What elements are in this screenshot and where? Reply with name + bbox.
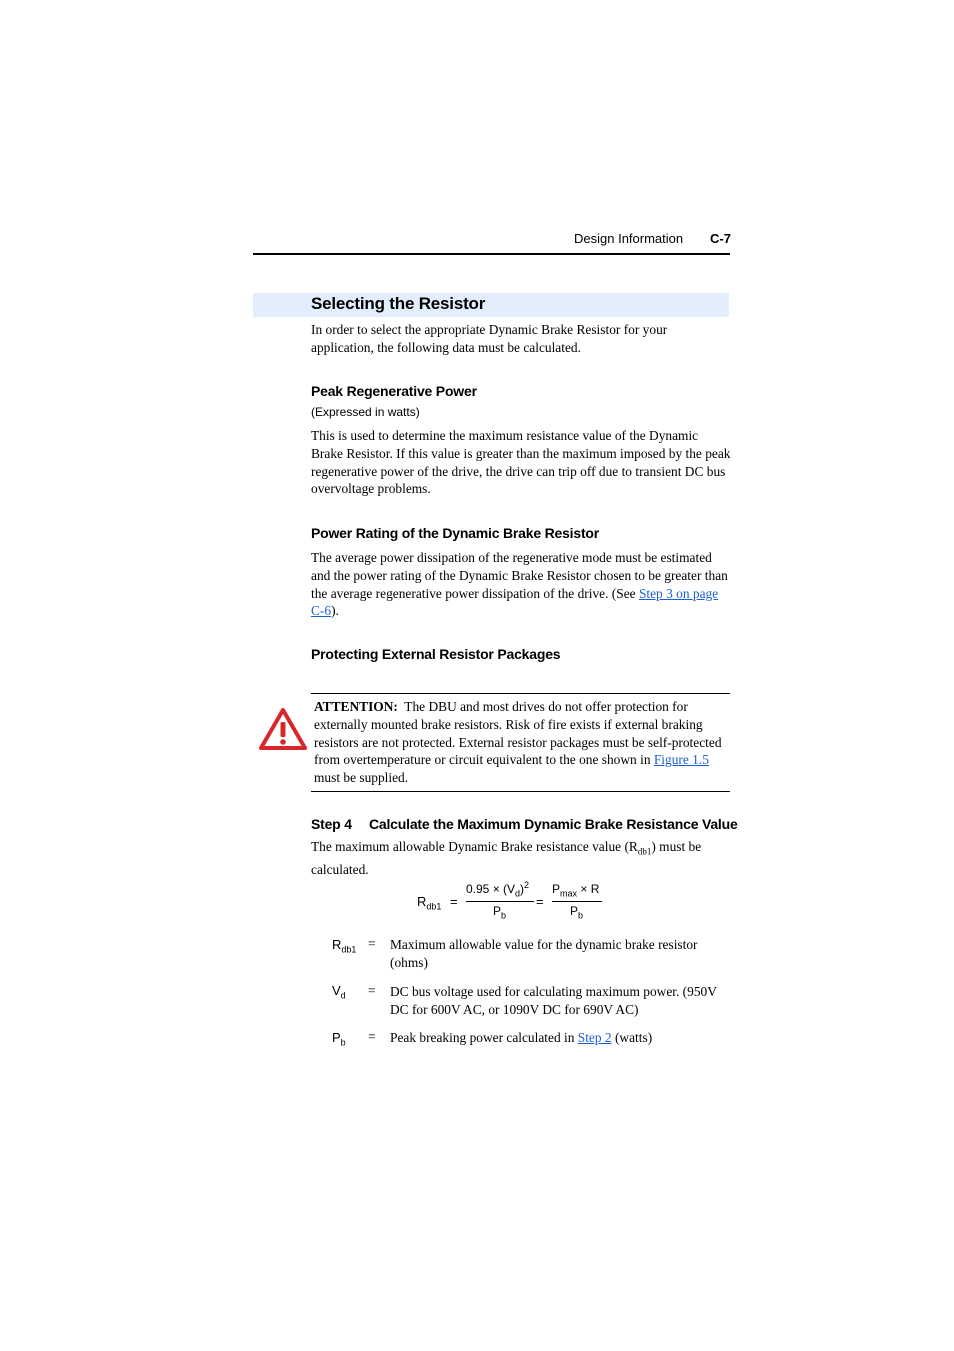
intro-paragraph: In order to select the appropriate Dynamic Brake Resistor for your application, the following data must be calculated. [311,322,668,355]
step4-title: Calculate the Maximum Dynamic Brake Resistance Value [369,816,738,832]
page-number: C-7 [710,231,731,246]
step4-label: Step 4 [311,816,352,832]
definition-symbol-rdb1: $R_{db1}$ [332,937,357,955]
header-rule [253,253,730,255]
warning-triangle-icon [258,707,308,751]
equation-equals-2: = [536,894,544,909]
attention-top-rule [311,693,730,694]
equation-denominator-1: $P_b$ [493,904,507,921]
figure-1-5-link[interactable]: Figure 1.5 [653,752,709,768]
step3-link[interactable]: Step 3 on page C-6 [311,585,719,619]
section-title: Selecting the Resistor [311,294,486,313]
definition-text-vd: DC bus voltage used for calculating maximum power. (950V DC for 600V AC, or 1090V DC for 690V AC) [390,984,717,1017]
step4-body: The maximum allowable Dynamic Brake resistance value $(R_{db1})$ must be calculated. [311,839,702,878]
definition-symbol-vd: $V_d$ [332,983,346,1001]
attention-label: ATTENTION: [314,699,398,714]
peak-power-note: (Expressed in watts) [311,405,420,419]
power-rating-body: The average power dissipation of the regenerative mode must be estimated and the power rating of the Dynamic Brake Resistor chosen to be greater than the average regenerative power dissipation of the drive. (See Step 3 on page C-6). [311,550,728,619]
equation-numerator-1: $0.95 \times (V_d)^2$ [466,880,530,899]
running-header-section: Design Information [574,231,684,246]
equation-denominator-2: $P_b$ [570,904,584,921]
definition-equals-rdb1: = [368,936,376,951]
fraction-line-1 [466,901,534,902]
fraction-line-2 [552,901,602,902]
definition-equals-pb: = [368,1029,376,1044]
definition-equals-vd: = [368,983,376,998]
attention-bottom-rule [311,791,730,792]
equation-lhs: $R_{db1}$ [417,894,442,912]
definition-symbol-pb: $P_b$ [332,1030,346,1048]
step2-link[interactable]: Step 2 [577,1030,612,1045]
protecting-heading: Protecting External Resistor Packages [311,646,561,662]
attention-text: ATTENTION: The DBU and most drives do not offer protection for externally mounted brake resistors. Risk of fire exists if external braking resistors are not protected. External resistor packages must be self-protected from overtemperature or circuit equivalent to the one shown in Figure 1.5 must be supplied. [314,699,722,786]
definition-text-pb: Peak breaking power calculated in Step 2 (watts) [390,1030,653,1045]
definition-text-rdb1: Maximum allowable value for the dynamic brake resistor (ohms) [390,937,698,970]
power-rating-heading: Power Rating of the Dynamic Brake Resistor [311,525,600,541]
peak-power-heading: Peak Regenerative Power [311,383,477,399]
peak-power-body: This is used to determine the maximum resistance value of the Dynamic Brake Resistor. If this value is greater than the maximum imposed by the peak regenerative power of the drive, the drive can trip off due to transient DC bus overvoltage problems. [311,428,731,497]
equation-numerator-2: $P_{max} \times R$ [552,882,600,899]
equation-equals-1: = [450,894,458,909]
